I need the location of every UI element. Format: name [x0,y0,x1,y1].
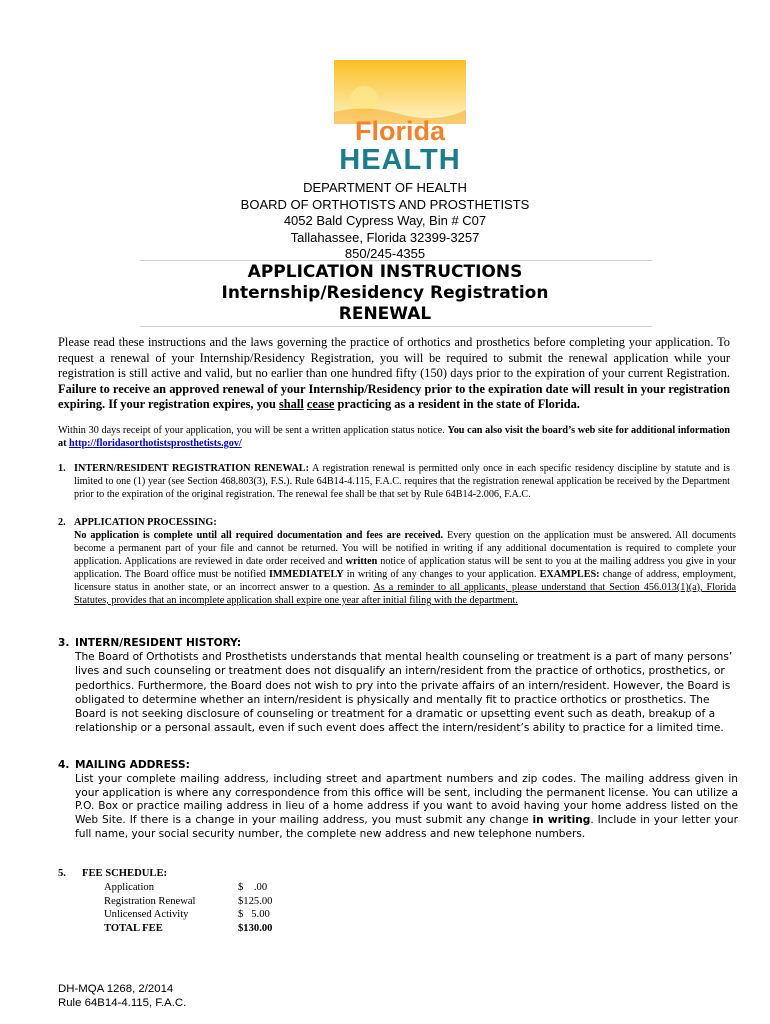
address-line-2: Tallahassee, Florida 32399-3257 [290,230,480,245]
fee-label: Unlicensed Activity [104,909,189,920]
fee-label: Application [104,882,155,893]
intro-paragraph [58,335,730,413]
section-1-title: INTERN/RESIDENT REGISTRATION RENEWAL: [74,463,309,474]
section-2-number: 2. [58,517,66,528]
board-name: BOARD OF ORTHOTISTS AND PROSTHETISTS [240,197,530,212]
notice-paragraph [58,424,730,450]
fee-label: TOTAL FEE [104,922,163,934]
section-2-bold: No application is complete until all required documentation and fees are received. [74,530,444,541]
notice-text: Within 30 days receipt of your application, you will be sent a written application status notice. [58,425,448,436]
section-1 [58,462,730,501]
fee-value: $ .00 [238,882,268,893]
header-divider [140,260,652,261]
intro-text: Please read these instructions and the laws governing the practice of orthotics and prosthetics before completing your application. To request a renewal of your Internship/Residency Registration, you will be required to submit the renewal application while your registration is still active and valid, but no earlier than one hundred fifty (150) days prior to the expiration of your current Registration. [58,335,730,381]
section-3-number: 3. [58,637,70,649]
section-4-title: MAILING ADDRESS: [75,759,190,771]
section-1-text: A registration renewal is permitted only once in each specific residency discipline by statute and is limited to one (1) year (see Section 468.803(3), F.S.). Rule 64B14-4.115, F.A.C. requires that the registration renewal application be received by the Department prior to the expiration of the original registration. The renewal fee shall be that set by Rule 64B14-2.006, F.A.C. [74,463,731,500]
intro-shall: shall [278,397,304,412]
footer-rule: Rule 64B14-4.115, F.A.C. [58,997,187,1009]
section-5-title: FEE SCHEDULE: [82,868,168,879]
section-2-written: written [345,556,378,567]
address-line-1: 4052 Bald Cypress Way, Bin # C07 [283,213,487,228]
footer-form-number: DH-MQA 1268, 2/2014 [58,983,174,995]
section-2-examples: EXAMPLES: [539,569,600,580]
section-4-number: 4. [58,759,70,771]
phone-number: 850/245-4355 [344,246,426,261]
intro-cease: cease [306,397,335,412]
section-2-reminder: As a reminder to all applicants, please understand that Section 456.013(1)(a), Florida Statutes, provides that an incomplete application shall expire one year after initial filing with the department. [74,582,736,606]
logo-line-health: HEALTH [339,144,461,176]
florida-health-logo [334,60,466,176]
fee-value: $ 5.00 [238,909,270,920]
notice-bold: You can also visit the board’s web site for additional information at [58,425,730,449]
section-2-title: APPLICATION PROCESSING: [74,517,217,528]
title-line-3: RENEWAL [338,304,432,324]
department-name: DEPARTMENT OF HEALTH [303,180,467,195]
title-line-2: Internship/Residency Registration [221,283,549,303]
board-website-link[interactable]: http://floridasorthotistsprosthetists.gov/ [69,438,242,449]
title-line-1: APPLICATION INSTRUCTIONS [247,262,523,282]
section-5-number: 5. [58,868,66,879]
fee-value: $130.00 [238,922,273,934]
section-4-in-writing: in writing [532,814,591,827]
section-3 [58,636,738,735]
section-3-title: INTERN/RESIDENT HISTORY: [75,637,242,649]
title-divider [140,326,652,327]
section-2-immediately: IMMEDIATELY [268,569,344,580]
intro-bold: Failure to receive an approved renewal of your Internship/Residency prior to the expiration date will result in your registration expiring. If your registration expires, you shall cease practicing as a resident in the state of Florida. [58,381,730,412]
section-1-number: 1. [58,463,66,474]
section-3-text: The Board of Orthotists and Prosthetists understands that mental health counseling or treatment is a part of many persons’ lives and such counseling or treatment does not disqualify an intern/resident from the practice of orthotics, prosthetics, or pedorthics. Furthermore, the Board does not wish to pry into the private affairs of an intern/resident. However, the Board is obligated to determine whether an intern/resident is physically and mentally fit to practice orthotics or prosthetics. The Board is not seeking disclosure of counseling or treatment for a dramatic or upsetting event such as death, breakup of a relationship or a personal assault, even if such event does affect the intern/resident’s ability to practice for a limited time. [75,651,733,735]
section-2: 2. APPLICATION PROCESSING: No application is complete until all required documentation and fees are received. Every question on the application must be answered. All documents become a permanent part of your file and cannot be returned. You will be notified in writing if any additional documentation is required to complete your application. Applications are reviewed in date order received and written notice of application status will be sent to you at the mailing address you give in your application. The Board office must be notified IMMEDIATELY in writing of any changes to your application. EXAMPLES: change of address, employment, licensure status in another state, or an incorrect answer to a question. As a reminder to all applicants, please understand that Section 456.013(1)(a), Florida Statutes, provides that an incomplete application shall expire one year after initial filing with the department. [58,517,736,606]
fee-label: Registration Renewal [104,895,196,907]
fee-value: $125.00 [238,895,273,907]
section-4: 4. MAILING ADDRESS: List your complete mailing address, including street and apartment numbers and zip codes. The mailing address given in your application is where any correspondence from this office will be sent, including the permanent license. You can utilize a P.O. Box or practice mailing address in lieu of a home address if you want to avoid having your home address listed on the Web Site. If there is a change in your mailing address, you must submit any change in writing. Include in your letter your full name, your social security number, the complete new address and new telephone numbers. [58,759,738,840]
logo-line-florida: Florida [354,116,445,146]
